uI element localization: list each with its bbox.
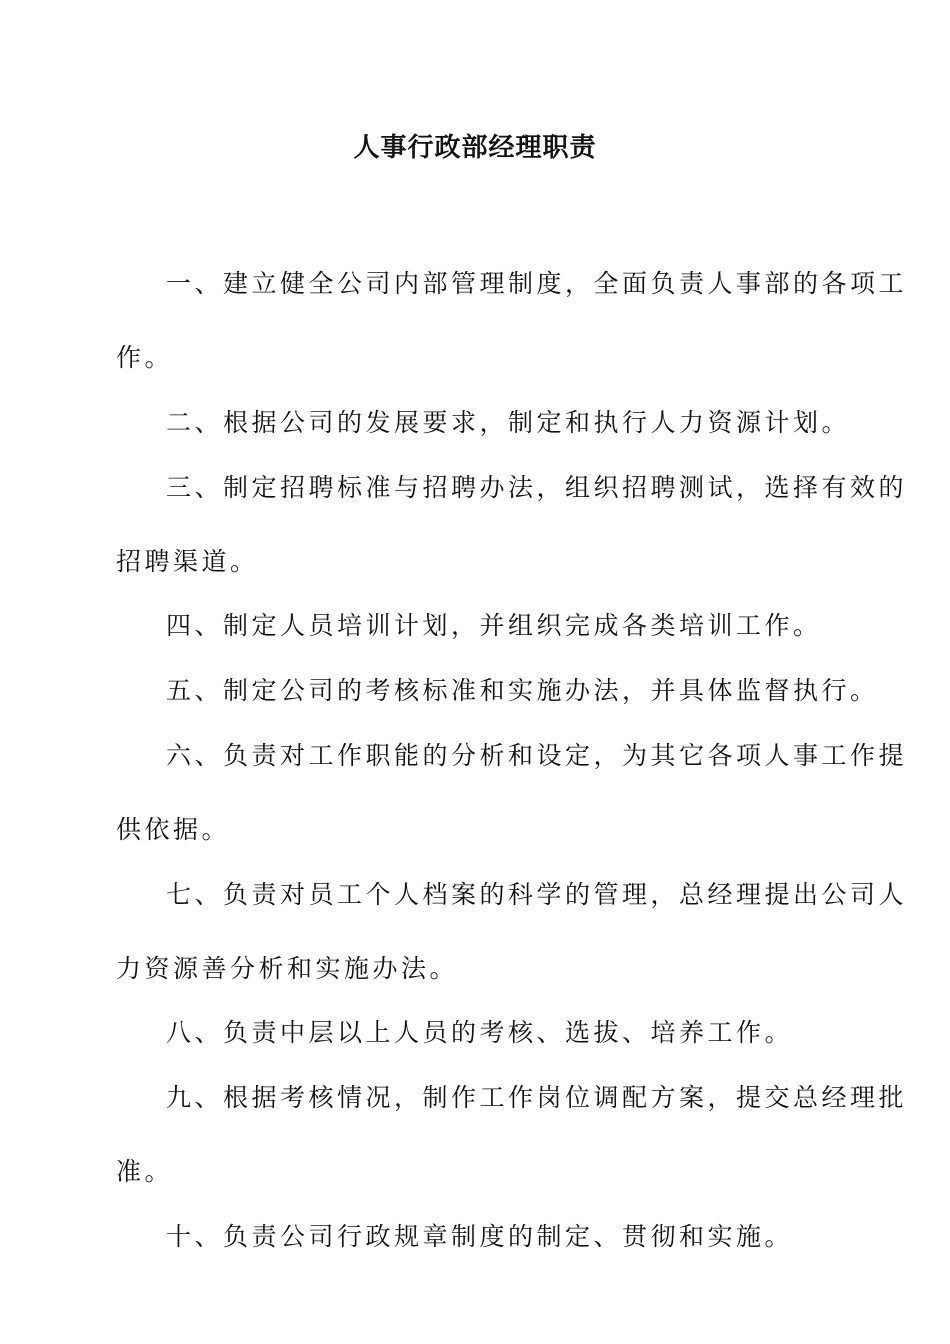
duty-9-line-2: 准。 [116,1157,174,1186]
duty-4: 四、制定人员培训计划，并组织完成各类培训工作。 [166,611,822,640]
duty-3-line-1: 三、制定招聘标准与招聘办法，组织招聘测试，选择有效的 [166,473,908,502]
duty-1-line-1: 一、建立健全公司内部管理制度，全面负责人事部的各项工 [166,269,908,298]
duty-1-line-2: 作。 [116,343,174,372]
duty-7-line-2: 力资源善分析和实施办法。 [116,954,459,983]
duty-8: 八、负责中层以上人员的考核、选拔、培养工作。 [166,1018,794,1047]
document-title: 人事行政部经理职责 [353,133,597,163]
duty-6-line-2: 供依据。 [116,815,231,844]
duty-2: 二、根据公司的发展要求，制定和执行人力资源计划。 [166,408,851,437]
duty-5: 五、制定公司的考核标准和实施办法，并具体监督执行。 [166,676,879,705]
duty-6-line-1: 六、负责对工作职能的分析和设定，为其它各项人事工作提 [166,741,908,770]
duty-3-line-2: 招聘渠道。 [116,547,259,576]
duty-9-line-1: 九、根据考核情况，制作工作岗位调配方案，提交总经理批 [166,1083,908,1112]
duty-7-line-1: 七、负责对员工个人档案的科学的管理，总经理提出公司人 [166,880,908,909]
duty-10: 十、负责公司行政规章制度的制定、贯彻和实施。 [166,1222,794,1251]
